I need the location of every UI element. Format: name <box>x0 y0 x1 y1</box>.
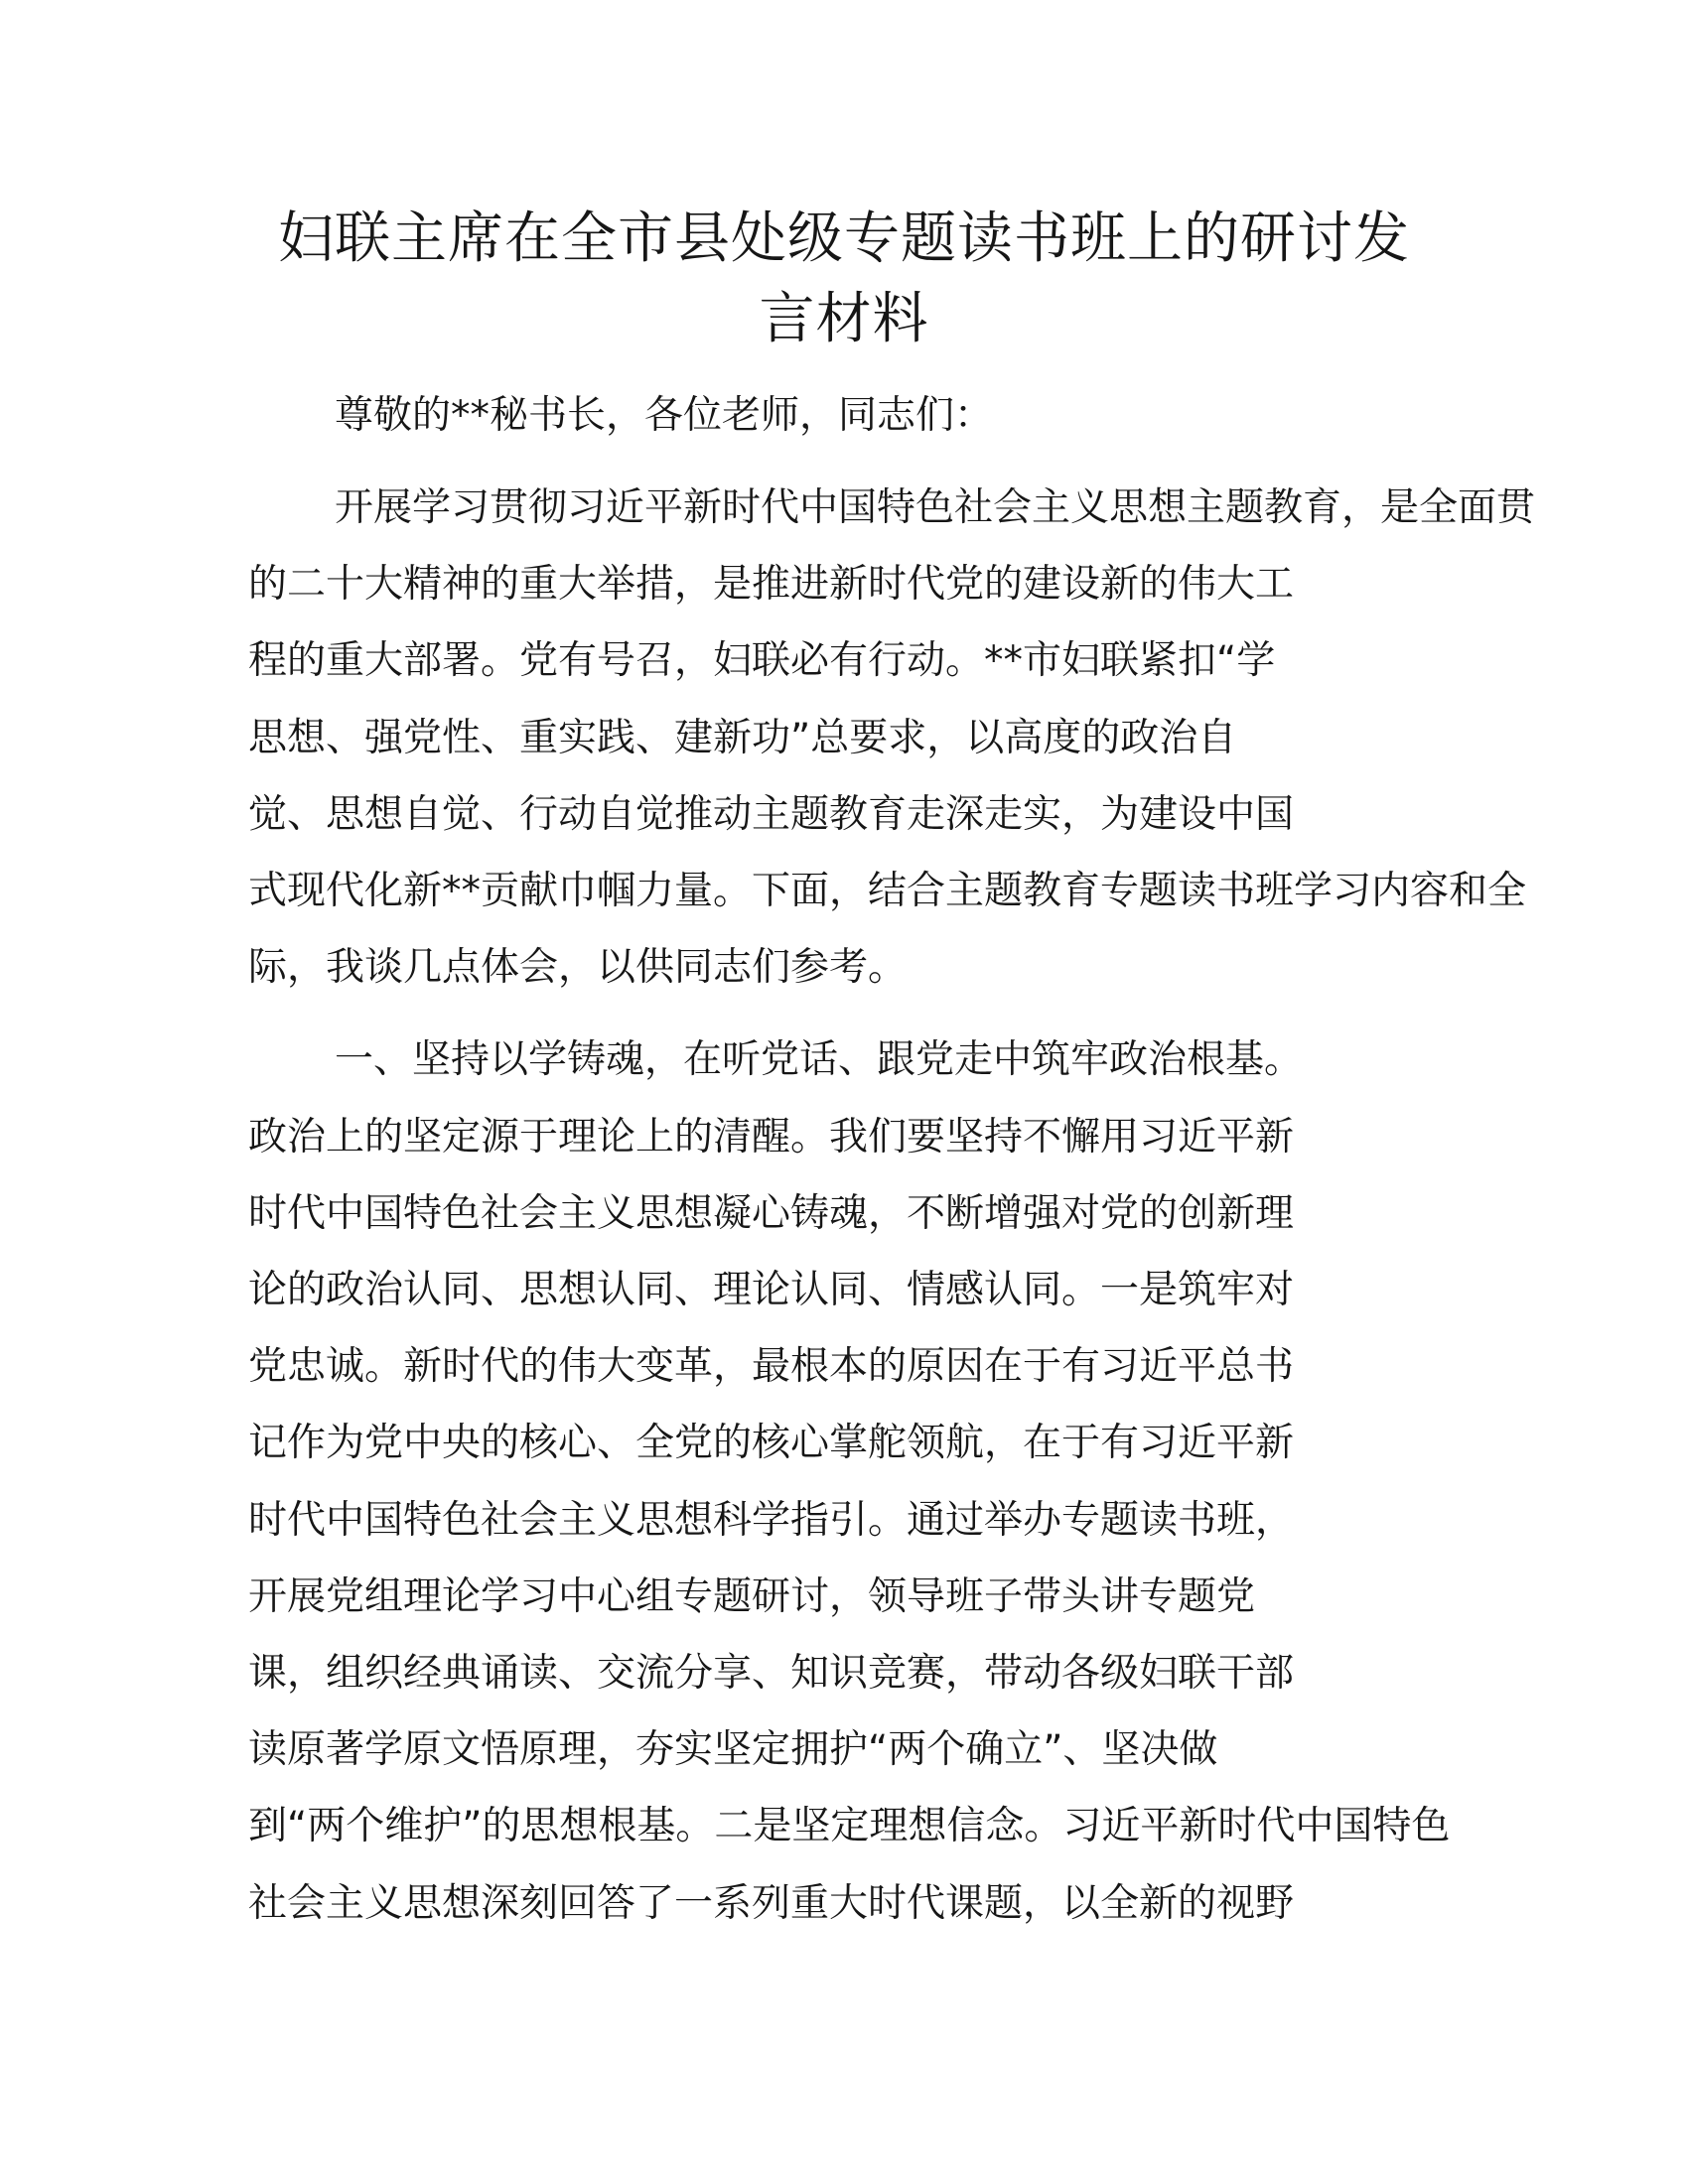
paragraph-line: 论的政治认同、思想认同、理论认同、情感认同。一是筑牢对 <box>248 1268 1295 1312</box>
paragraph-line: 到“两个维护”的思想根基。二是坚定理想信念。习近平新时代中国特色 <box>248 1804 1451 1848</box>
section-heading: 一、坚持以学铸魂，在听党话、跟党走中筑牢政治根基。 <box>335 1037 1304 1082</box>
paragraph-line: 思想、强党性、重实践、建新功”总要求，以高度的政治自 <box>248 716 1237 760</box>
paragraph-line: 课，组织经典诵读、交流分享、知识竞赛，带动各级妇联干部 <box>248 1651 1295 1696</box>
paragraph-line: 开展学习贯彻习近平新时代中国特色社会主义思想主题教育，是全面贯 <box>335 485 1536 530</box>
paragraph-line: 式现代化新**贡献巾帼力量。下面，结合主题教育专题读书班学习内容和全 <box>248 869 1527 913</box>
paragraph-line: 时代中国特色社会主义思想凝心铸魂，不断增强对党的创新理 <box>248 1191 1295 1236</box>
document-title-line-2: 言材料 <box>759 287 929 351</box>
paragraph-line: 的二十大精神的重大举措，是推进新时代党的建设新的伟大工 <box>248 562 1295 607</box>
paragraph-line: 时代中国特色社会主义思想科学指引。通过举办专题读书班， <box>248 1498 1295 1543</box>
paragraph-line: 政治上的坚定源于理论上的清醒。我们要坚持不懈用习近平新 <box>248 1115 1295 1160</box>
paragraph-line: 党忠诚。新时代的伟大变革，最根本的原因在于有习近平总书 <box>248 1344 1295 1389</box>
paragraph-line: 社会主义思想深刻回答了一系列重大时代课题，以全新的视野 <box>248 1881 1295 1926</box>
paragraph-line: 际，我谈几点体会，以供同志们参考。 <box>248 945 908 990</box>
paragraph-line: 读原著学原文悟原理，夯实坚定拥护“两个确立”、坚决做 <box>248 1727 1218 1772</box>
paragraph-line: 程的重大部署。党有号召，妇联必有行动。**市妇联紧扣“学 <box>248 638 1276 683</box>
document-title-line-1: 妇联主席在全市县处级专题读书班上的研讨发 <box>278 206 1410 271</box>
paragraph-line: 记作为党中央的核心、全党的核心掌舵领航，在于有习近平新 <box>248 1421 1295 1465</box>
paragraph-line: 开展党组理论学习中心组专题研讨，领导班子带头讲专题党 <box>248 1574 1256 1619</box>
paragraph-line: 觉、思想自觉、行动自觉推动主题教育走深走实，为建设中国 <box>248 792 1295 837</box>
salutation: 尊敬的**秘书长，各位老师，同志们： <box>335 393 994 438</box>
